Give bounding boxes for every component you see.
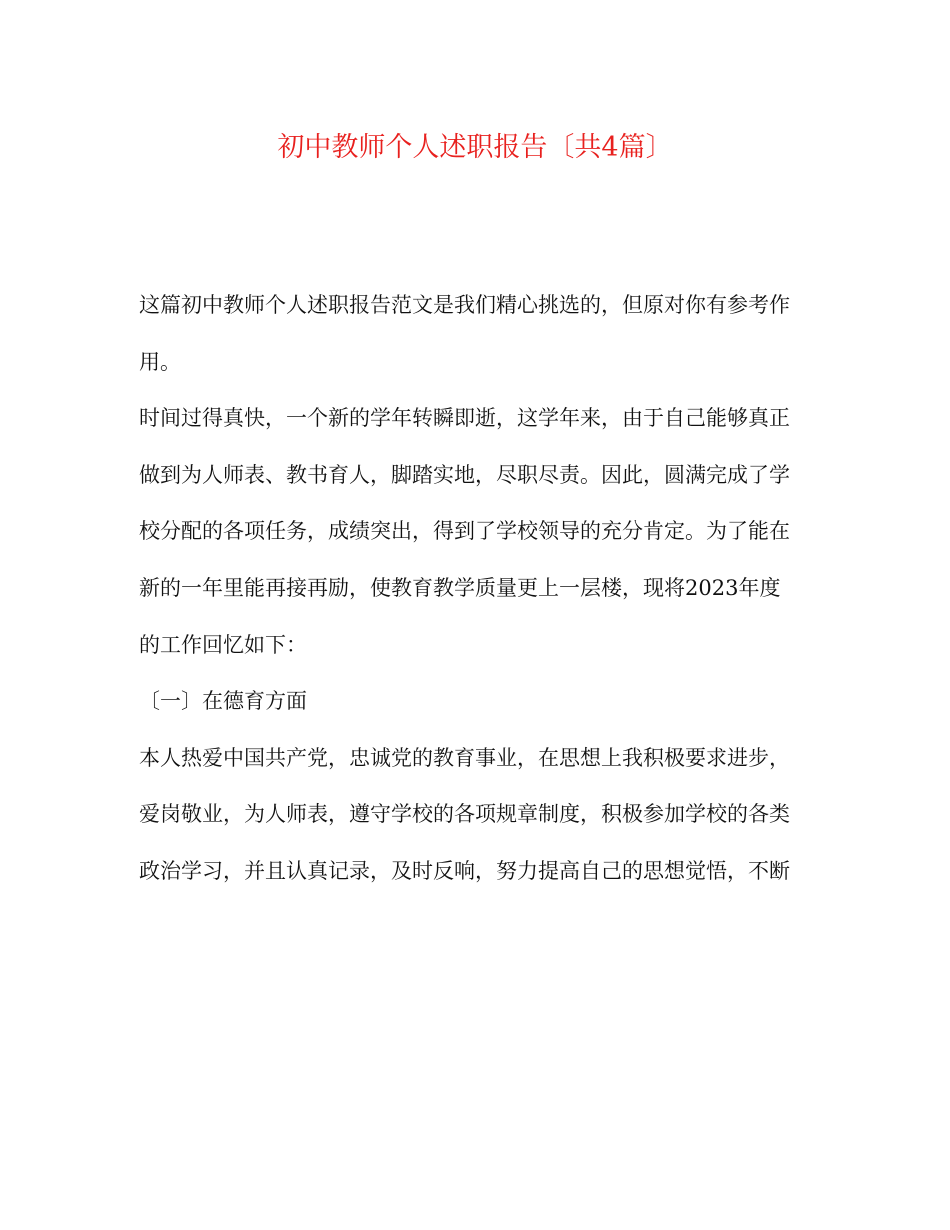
paragraph-line: 这篇初中教师个人述职报告范文是我们精心挑选的，但原对你有参考作: [139, 293, 790, 317]
paragraph-line: 时间过得真快，一个新的学年转瞬即逝，这学年来，由于自己能够真正: [139, 406, 790, 431]
document-title: 初中教师个人述职报告〔共4篇〕: [277, 132, 673, 163]
paragraph-line: 政治学习，并且认真记录，及时反响，努力提高自己的思想觉悟，不断: [139, 858, 790, 883]
paragraph-line: 用。: [139, 349, 181, 374]
paragraph-line: 爱岗敬业，为人师表，遵守学校的各项规章制度，积极参加学校的各类: [139, 802, 790, 827]
paragraph-line: 做到为人师表、教书育人，脚踏实地，尽职尽责。因此，圆满完成了学: [139, 462, 790, 487]
paragraph-line: 校分配的各项任务，成绩突出，得到了学校领导的充分肯定。为了能在: [139, 519, 790, 544]
document-body: [139, 282, 819, 905]
section-heading: 〔一〕在德育方面: [139, 689, 307, 714]
paragraph-line: 新的一年里能再接再励，使教育教学质量更上一层楼，现将2023年度: [139, 575, 781, 600]
paragraph-line: 的工作回忆如下：: [139, 632, 307, 657]
paragraph-line: 本人热爱中国共产党，忠诚党的教育事业，在思想上我积极要求进步，: [139, 745, 790, 770]
